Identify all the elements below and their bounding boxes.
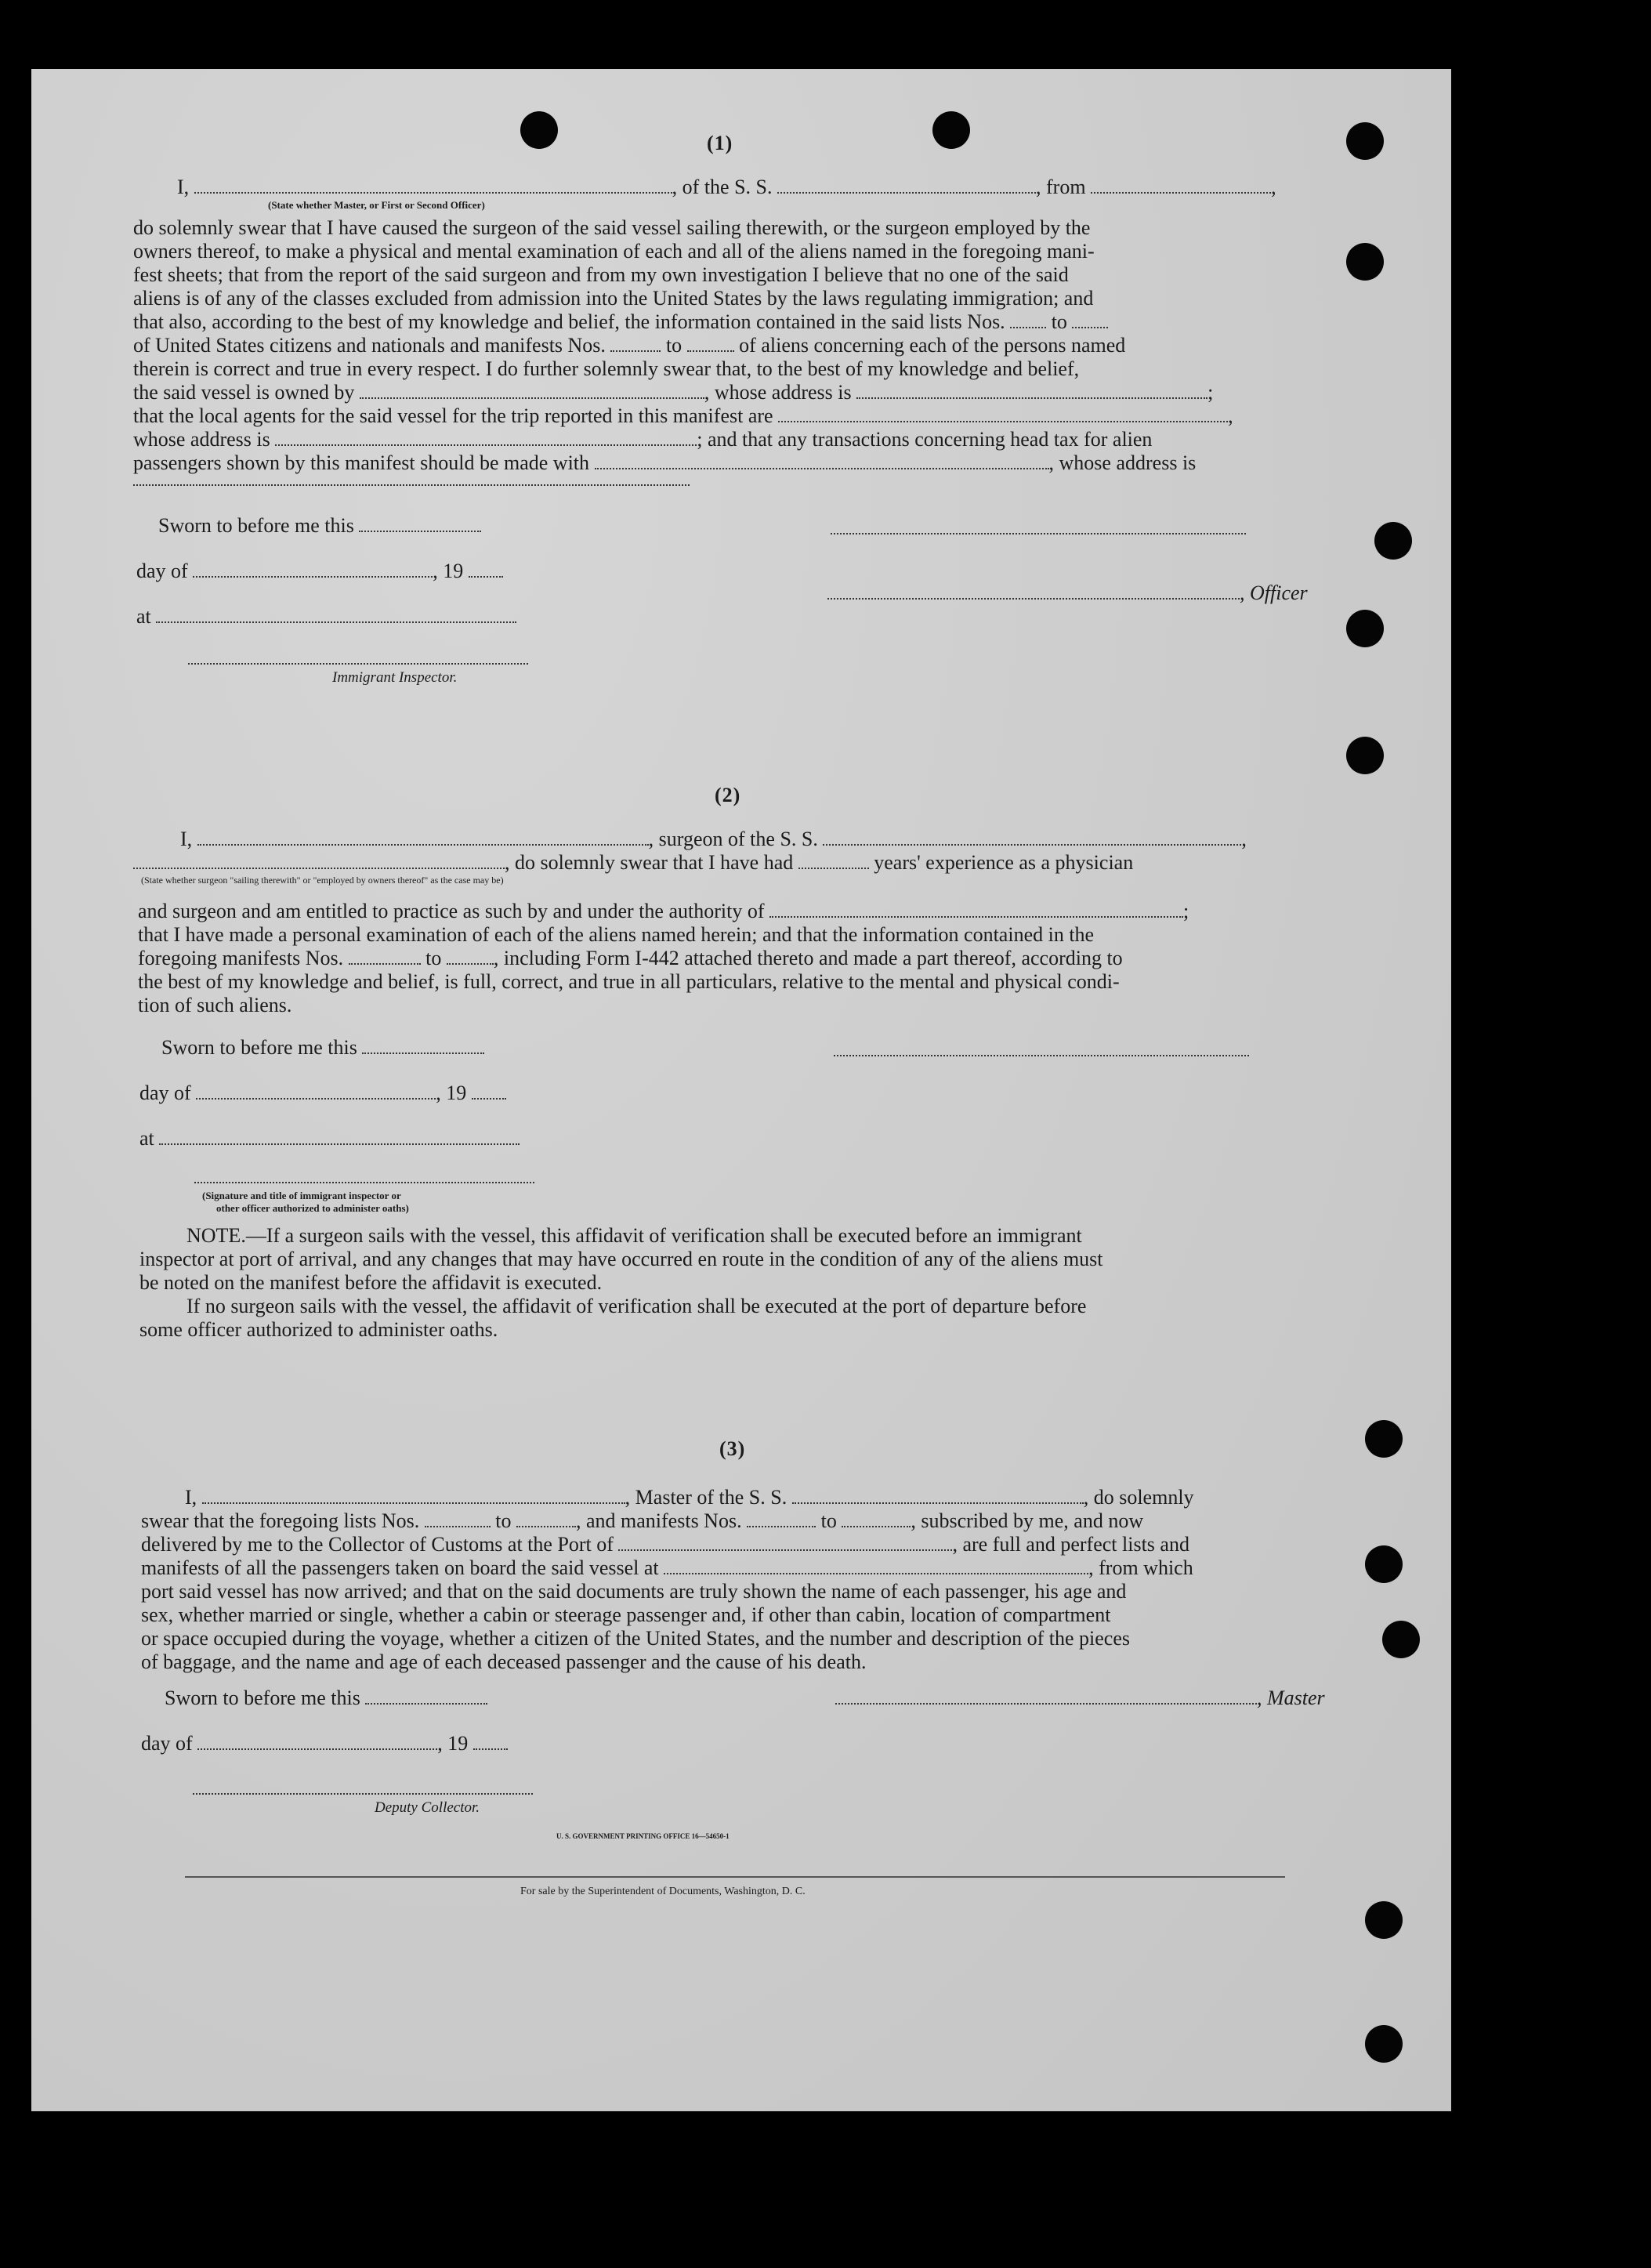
note-line: If no surgeon sails with the vessel, the affidavit of verification shall be executed at the port of departure before xyxy=(186,1295,1087,1317)
section-3-header: (3) xyxy=(719,1437,746,1460)
lists-from-field[interactable] xyxy=(1010,313,1046,328)
sworn-year-field-2[interactable] xyxy=(472,1084,506,1100)
manifests-from-field[interactable] xyxy=(610,336,661,352)
note-line: some officer authorized to administer oaths. xyxy=(139,1318,498,1341)
sec3-line: manifests of all the passengers taken on board the said vessel at , from which xyxy=(141,1556,1193,1579)
section-1-header: (1) xyxy=(707,132,733,154)
manifests-to-field-3[interactable] xyxy=(842,1512,911,1527)
sec1-paragraph-line: whose address is ; and that any transactions concerning head tax for alien xyxy=(133,428,1153,451)
surgeon-signature-line[interactable] xyxy=(834,1055,1249,1056)
punch-hole xyxy=(1374,522,1412,560)
sec2-paragraph-line: and surgeon and am entitled to practice as such by and under the authority of ; xyxy=(138,900,1189,922)
immigrant-inspector-label: Immigrant Inspector. xyxy=(332,669,458,686)
surgeon-status-field[interactable] xyxy=(133,853,505,869)
inspector-signature-line[interactable] xyxy=(188,663,528,665)
surgeon-name-field[interactable] xyxy=(197,830,649,846)
sec1-paragraph-line: therein is correct and true in every respect. I do further solemnly swear that, to the best of my knowledge and belief, xyxy=(133,357,1080,380)
owner-field[interactable] xyxy=(360,383,704,399)
sec1-officer: , Officer xyxy=(827,581,1308,605)
punch-hole xyxy=(1365,1545,1403,1583)
sec3-master: , Master xyxy=(835,1687,1325,1710)
sec2-sworn: Sworn to before me this xyxy=(161,1036,484,1060)
sec3-line: or space occupied during the voyage, whether a citizen of the United States, and the number and description of the pieces xyxy=(141,1627,1131,1650)
sworn-place-field-2[interactable] xyxy=(159,1129,520,1145)
footer-rule xyxy=(185,1876,1285,1878)
sec1-paragraph-line: of United States citizens and nationals and manifests Nos. to of aliens concerning each of the persons named xyxy=(133,334,1126,357)
sworn-place-field[interactable] xyxy=(156,607,516,623)
sec1-line1: I, , of the S. S. , from , xyxy=(177,176,1276,198)
local-agents-field[interactable] xyxy=(778,407,1228,422)
manifests-to-field[interactable] xyxy=(687,336,734,352)
collector-signature-line[interactable] xyxy=(193,1793,533,1795)
sec1-dayof: day of , 19 xyxy=(136,560,503,583)
sec1-paragraph-line: the said vessel is owned by , whose address is ; xyxy=(133,381,1214,404)
sec1-paragraph-line: aliens is of any of the classes excluded from admission into the United States by the laws regulating immigration; and xyxy=(133,287,1094,310)
sec2-line2: , do solemnly swear that I have had years' experience as a physician xyxy=(133,851,1133,875)
sworn-year-field-3[interactable] xyxy=(473,1734,508,1750)
note-line: NOTE.—If a surgeon sails with the vessel, this affidavit of verification shall be executed before an immigrant xyxy=(186,1224,1082,1247)
lists-to-field-3[interactable] xyxy=(516,1512,576,1527)
officer-title-caption: (State whether Master, or First or Second Officer) xyxy=(268,199,485,211)
punch-hole xyxy=(1346,737,1384,774)
years-experience-field[interactable] xyxy=(798,853,869,869)
punch-hole xyxy=(1365,2025,1403,2063)
sworn-day-field[interactable] xyxy=(359,516,481,532)
punch-hole xyxy=(1382,1621,1420,1658)
sec3-line: I, , Master of the S. S. , do solemnly xyxy=(185,1486,1194,1509)
manifests-to-field-2[interactable] xyxy=(447,949,494,965)
sec1-paragraph-line: that also, according to the best of my knowledge and belief, the information contained in the said lists Nos. to xyxy=(133,310,1108,334)
sec2-at: at xyxy=(139,1127,520,1150)
sworn-month-field[interactable] xyxy=(193,562,433,578)
sworn-year-field[interactable] xyxy=(469,562,503,578)
punch-hole xyxy=(520,111,558,149)
sec2-paragraph-line: the best of my knowledge and belief, is full, correct, and true in all particulars, relative to the mental and physical condi- xyxy=(138,970,1120,993)
punch-hole xyxy=(932,111,970,149)
note-line: be noted on the manifest before the affidavit is executed. xyxy=(139,1271,603,1294)
officer-name-field[interactable] xyxy=(827,584,1240,600)
owner-address-field[interactable] xyxy=(856,383,1207,399)
agents-address-field[interactable] xyxy=(275,430,697,446)
sworn-day-field-3[interactable] xyxy=(365,1689,487,1705)
master-signature-field[interactable] xyxy=(835,1689,1257,1705)
authority-field[interactable] xyxy=(769,902,1183,918)
sec3-sworn: Sworn to before me this xyxy=(165,1687,487,1710)
lists-to-field[interactable] xyxy=(1072,313,1108,328)
officer-signature-line[interactable] xyxy=(831,533,1246,534)
deputy-collector-label: Deputy Collector. xyxy=(375,1799,480,1816)
sec3-line: of baggage, and the name and age of each deceased passenger and the cause of his death. xyxy=(141,1650,867,1673)
form-page xyxy=(31,69,1451,2111)
sale-notice: For sale by the Superintendent of Documents, Washington, D. C. xyxy=(520,1886,806,1897)
master-name-field[interactable] xyxy=(202,1488,625,1504)
sec1-paragraph-line: do solemnly swear that I have caused the surgeon of the said vessel sailing therewith, or the surgeon employed by the xyxy=(133,216,1091,239)
section-2-header: (2) xyxy=(715,784,741,806)
manifests-from-field-3[interactable] xyxy=(747,1512,816,1527)
punch-hole xyxy=(1365,1901,1403,1939)
sec1-paragraph-line: fest sheets; that from the report of the said surgeon and from my own investigation I believe that no one of the said xyxy=(133,263,1069,286)
surgeon-status-caption: (State whether surgeon "sailing therewith" or "employed by owners thereof" as the case may be) xyxy=(141,875,504,886)
ship-name-field-3[interactable] xyxy=(792,1488,1084,1504)
lists-from-field-3[interactable] xyxy=(425,1512,491,1527)
sec1-sworn: Sworn to before me this xyxy=(158,514,481,538)
sec2-paragraph-line: foregoing manifests Nos. to , including Form I-442 attached thereto and made a part thereof, according to xyxy=(138,947,1123,969)
head-tax-contact-field[interactable] xyxy=(595,454,1049,469)
examiner-signature-line[interactable] xyxy=(194,1182,534,1183)
port-of-arrival-field[interactable] xyxy=(618,1535,952,1551)
sec2-line1: I, , surgeon of the S. S. , xyxy=(180,828,1247,850)
sec1-at: at xyxy=(136,605,516,629)
head-tax-address-field[interactable] xyxy=(133,484,690,486)
port-of-departure-field[interactable] xyxy=(664,1559,1088,1574)
printing-office-line: U. S. GOVERNMENT PRINTING OFFICE 16—54650-1 xyxy=(556,1832,730,1840)
from-port-field[interactable] xyxy=(1091,178,1271,194)
sec2-paragraph-line: tion of such aliens. xyxy=(138,994,292,1016)
sec3-dayof: day of , 19 xyxy=(141,1732,508,1755)
punch-hole xyxy=(1346,610,1384,647)
ship-name-field[interactable] xyxy=(777,178,1036,194)
sec3-line: delivered by me to the Collector of Customs at the Port of , are full and perfect lists and xyxy=(141,1533,1189,1556)
sec1-paragraph-line: that the local agents for the said vessel for the trip reported in this manifest are , xyxy=(133,404,1233,427)
sworn-month-field-3[interactable] xyxy=(197,1734,437,1750)
ship-name-field-2[interactable] xyxy=(823,830,1241,846)
sworn-day-field-2[interactable] xyxy=(362,1038,484,1054)
note-line: inspector at port of arrival, and any changes that may have occurred en route in the condition of any of the aliens must xyxy=(139,1248,1103,1270)
sec3-line: sex, whether married or single, whether a cabin or steerage passenger and, if other than cabin, location of compartment xyxy=(141,1603,1111,1626)
punch-hole xyxy=(1346,243,1384,281)
signature-caption: other officer authorized to administer oaths) xyxy=(216,1202,409,1214)
sec3-line: port said vessel has now arrived; and that on the said documents are truly shown the name of each passenger, his age and xyxy=(141,1580,1127,1603)
sec1-paragraph-line: passengers shown by this manifest should be made with , whose address is xyxy=(133,451,1197,474)
manifests-from-field-2[interactable] xyxy=(349,949,421,965)
officer-title-field[interactable] xyxy=(194,178,672,194)
sec2-paragraph-line: that I have made a personal examination of each of the aliens named herein; and that the information contained in the xyxy=(138,923,1095,946)
punch-hole xyxy=(1365,1420,1403,1458)
sec1-paragraph-line: owners thereof, to make a physical and mental examination of each and all of the aliens named in the foregoing mani- xyxy=(133,240,1095,263)
sec3-line: swear that the foregoing lists Nos. to , and manifests Nos. to , subscribed by me, and now xyxy=(141,1509,1144,1532)
punch-hole xyxy=(1346,122,1384,160)
sworn-month-field-2[interactable] xyxy=(196,1084,436,1100)
signature-caption: (Signature and title of immigrant inspector or xyxy=(202,1190,401,1201)
sec2-dayof: day of , 19 xyxy=(139,1081,506,1105)
